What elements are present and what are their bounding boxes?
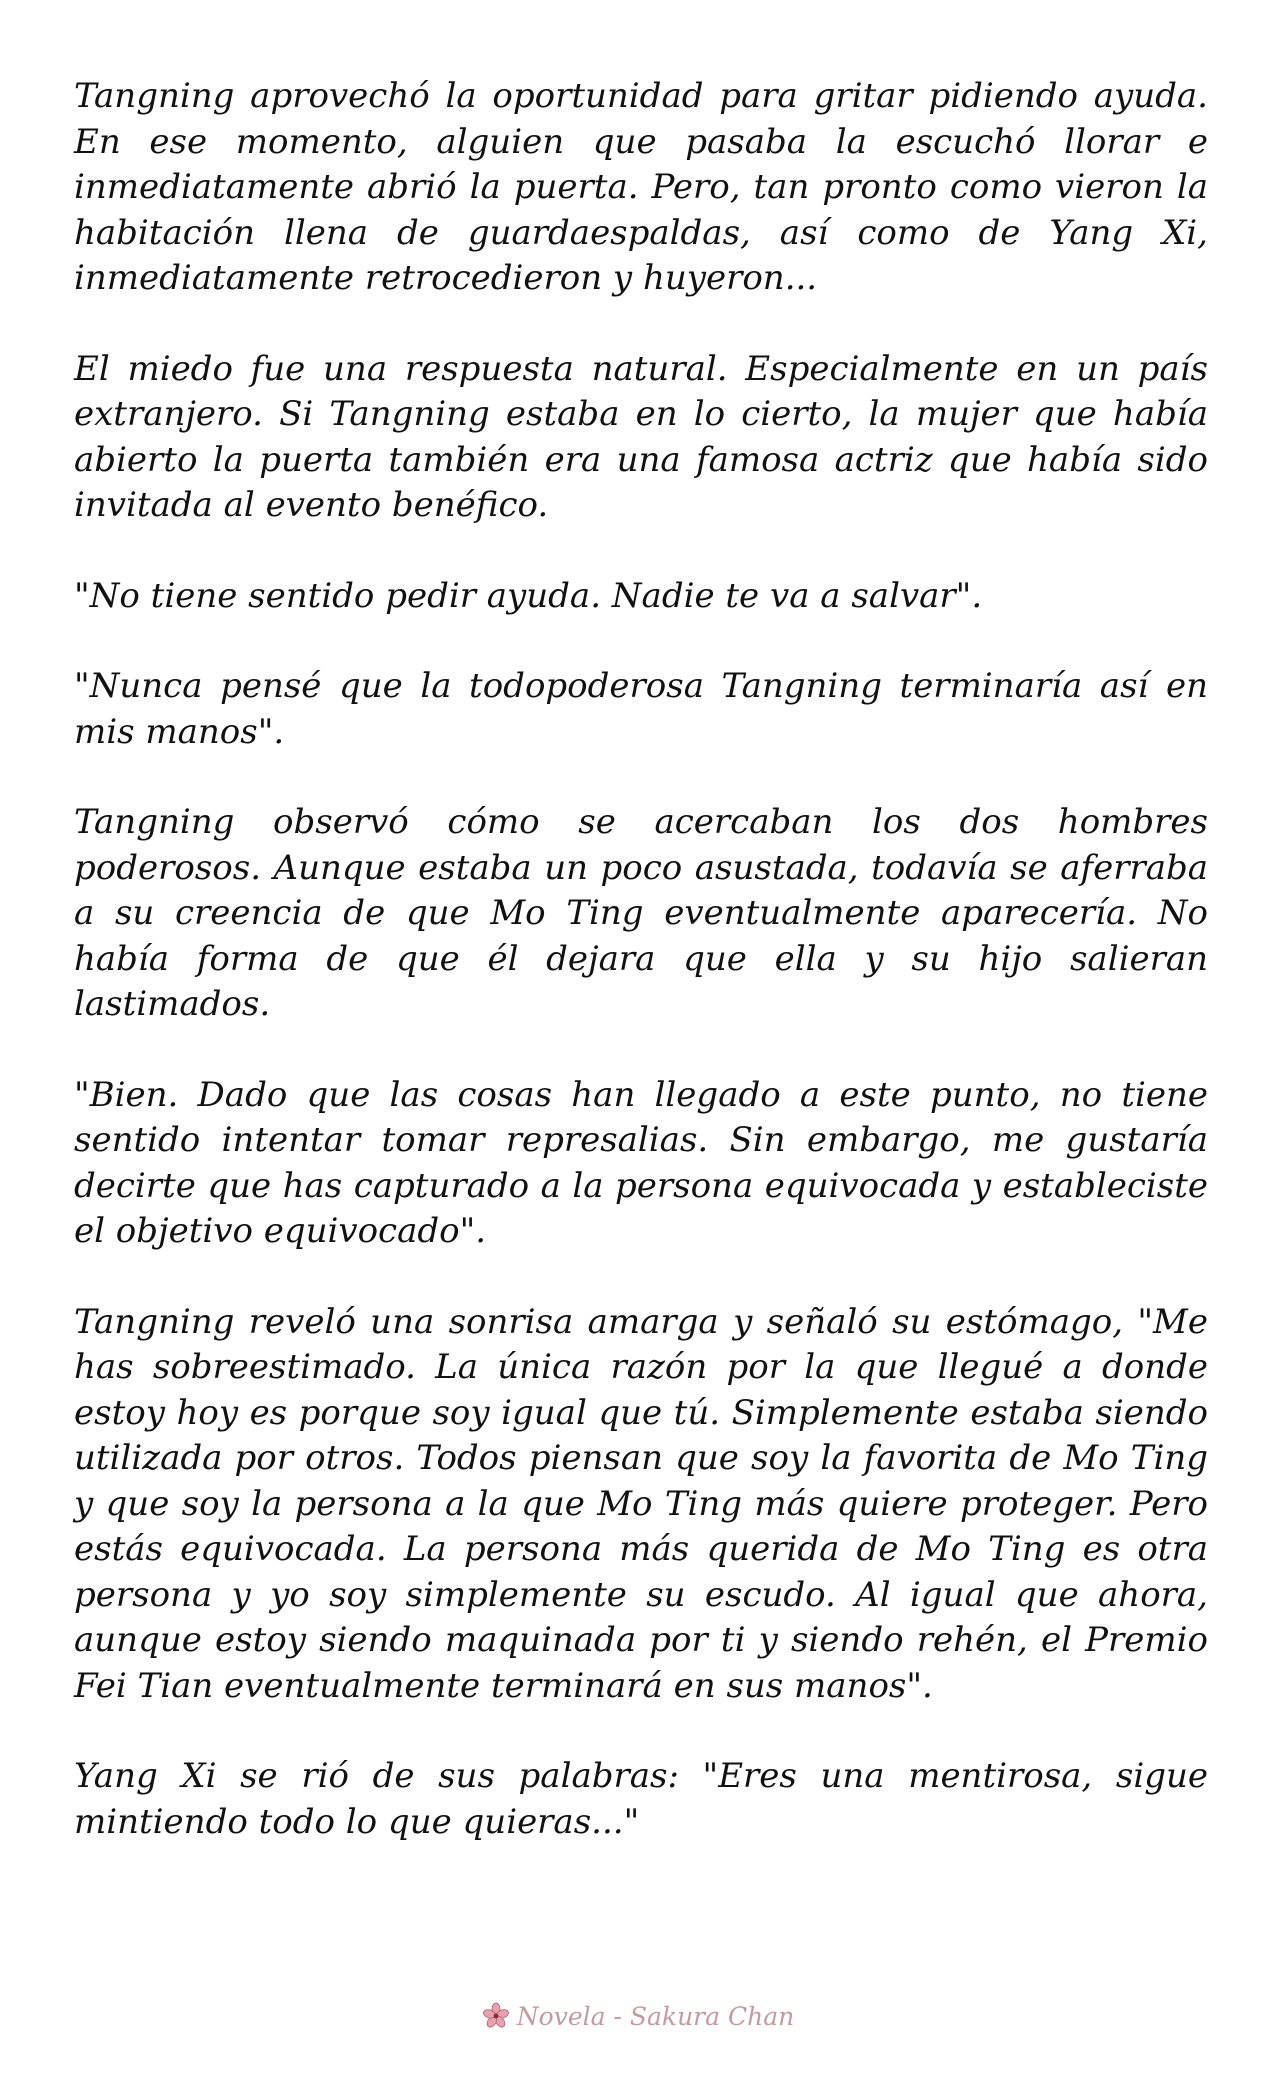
paragraph-3: "No tiene sentido pedir ayuda. Nadie te va a salvar". xyxy=(74,575,983,616)
paragraph-7: Tangning reveló una sonrisa amarga y señaló su estómago, "Me has sobreestimado. La única razón por la que llegué a donde estoy hoy es porque soy igual que tú. Simplemente estaba siendo utilizada por otros. Todos piensan que soy la favorita de Mo Ting y que soy la persona a la que Mo Ting más quiere proteger. Pero estás equivocada. La persona más querida de Mo Ting es otra persona y yo soy simplemente su escudo. Al igual que ahora, aunque estoy siendo maquinada por ti y siendo rehén, el Premio Fei Tian eventualmente terminará en sus manos". xyxy=(74,1301,1208,1706)
paragraph-6: "Bien. Dado que las cosas han llegado a este punto, no tiene sentido intentar tomar represalias. Sin embargo, me gustaría decirte que has capturado a la persona equivocada y estableciste el objetivo equivocado". xyxy=(74,1074,1208,1251)
paragraph-4: "Nunca pensé que la todopoderosa Tangning terminaría así en mis manos". xyxy=(74,666,1208,752)
paragraph-1: Tangning aprovechó la oportunidad para gritar pidiendo ayuda. En ese momento, alguien que pasaba la escuchó llorar e inmediatamente abrió la puerta. Pero, tan pronto como vieron la habitación llena de guardaespaldas, así como de Yang Xi, inmediatamente retrocedieron y huyeron... xyxy=(74,76,1208,298)
paragraph-2: El miedo fue una respuesta natural. Especialmente en un país extranjero. Si Tangning estaba en lo cierto, la mujer que había abierto la puerta también era una famosa actriz que había sido invitada al evento benéfico. xyxy=(74,348,1208,525)
document-body xyxy=(74,74,1208,1890)
sakura-flower-icon xyxy=(481,2001,511,2031)
watermark xyxy=(0,2001,1275,2031)
paragraph-8: Yang Xi se rió de sus palabras: "Eres una mentirosa, sigue mintiendo todo lo que quieras..." xyxy=(74,1756,1208,1842)
watermark-text: Novela - Sakura Chan xyxy=(516,2002,795,2031)
paragraph-5: Tangning observó cómo se acercaban los dos hombres poderosos. Aunque estaba un poco asustada, todavía se aferraba a su creencia de que Mo Ting eventualmente aparecería. No había forma de que él dejara que ella y su hijo salieran lastimados. xyxy=(74,802,1208,1024)
